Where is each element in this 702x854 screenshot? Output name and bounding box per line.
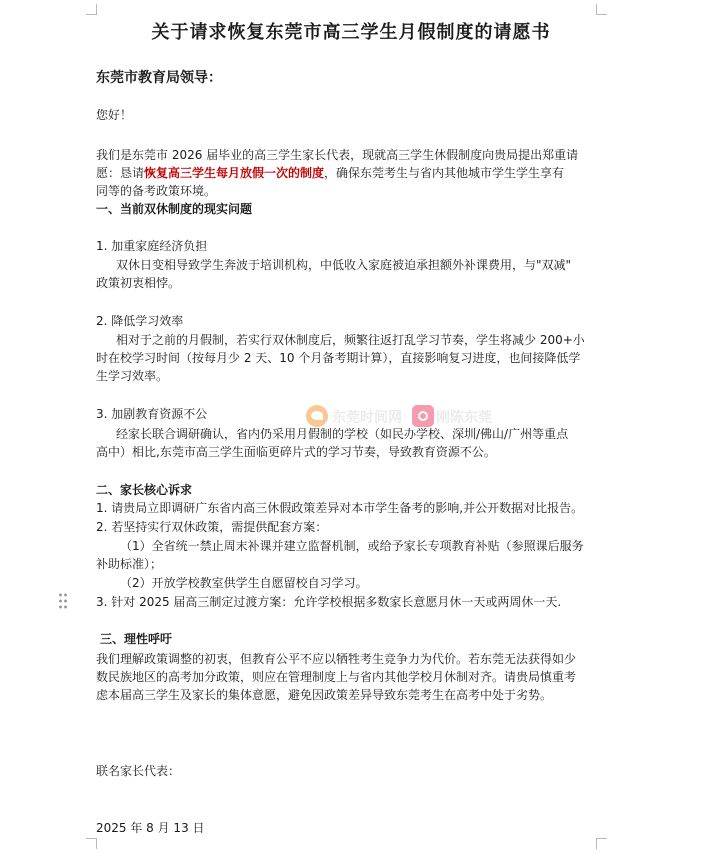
section-1-heading: 一、当前双休制度的现实问题 <box>96 202 253 216</box>
highlighted-request: 恢复高三学生每月放假一次的制度 <box>144 166 325 180</box>
crop-mark-top-right <box>596 4 607 15</box>
addressee: 东莞市教育局领导： <box>96 70 222 86</box>
item-1-line-1: 双休日变相导致学生奔波于培训机构，中低收入家庭被迫承担额外补课费用，与"双减" <box>116 258 572 272</box>
item-2-title: 2. 降低学习效率 <box>96 314 184 328</box>
document-date: 2025 年 8 月 13 日 <box>96 821 205 835</box>
item-2-line-3: 生学习效率。 <box>96 369 169 383</box>
section-3-heading: 三、理性呼吁 <box>100 632 173 646</box>
item-2-line-1: 相对于之前的月假制，若实行双休制度后，频繁往返打乱学习节奏，学生将减少 200+小 <box>116 333 585 347</box>
drag-handle-icon[interactable] <box>58 592 68 610</box>
intro-line-2-after: ，确保东莞考生与省内其他城市学生学生享有 <box>324 166 565 180</box>
watermark-camera-icon <box>412 405 434 427</box>
demand-line-5: （2）开放学校教室供学生自愿留校自习学习。 <box>120 576 368 590</box>
signature-label: 联名家长代表： <box>96 764 181 778</box>
item-3-line-2: 高中）相比,东莞市高三学生面临更碎片式的学习节奏，导致教育资源不公。 <box>96 445 496 459</box>
greeting: 您好！ <box>96 108 133 122</box>
appeal-line-1: 我们理解政策调整的初衷，但教育公平不应以牺牲考生竞争力为代价。若东莞无法获得如少 <box>96 652 577 666</box>
appeal-line-3: 虑本届高三学生及家长的集体意愿，避免因政策差异导致东莞考生在高考中处于劣势。 <box>96 688 553 702</box>
appeal-line-2: 数民族地区的高考加分政策，则应在管理制度上与省内其他学校月休制对齐。请贵局慎重考 <box>96 670 577 684</box>
item-3-title: 3. 加剧教育资源不公 <box>96 407 208 421</box>
demand-line-2: 2. 若坚持实行双休政策，需提供配套方案： <box>96 520 328 534</box>
intro-line-2 <box>96 164 564 182</box>
intro-line-2-before: 愿：恳请 <box>96 166 145 180</box>
watermark-logo-icon <box>306 405 328 427</box>
demand-line-4: 补助标准）； <box>96 557 163 571</box>
item-1-line-2: 政策初衷相悖。 <box>96 276 181 290</box>
item-2-line-2: 时在校学习时间（按每月少 2 天、10 个月备考期计算），直接影响复习进度，也间接降低学 <box>96 351 581 365</box>
section-2-heading: 二、家长核心诉求 <box>96 483 193 497</box>
document-title: 关于请求恢复东莞市高三学生月假制度的请愿书 <box>151 22 551 43</box>
crop-mark-bottom-right <box>596 838 607 849</box>
intro-line-3: 同等的备考政策环境。 <box>96 184 217 198</box>
watermark-text-2: 刚陈东莞 <box>436 410 492 426</box>
watermark-text-1: 东莞时间网 <box>332 410 402 426</box>
watermark <box>306 405 498 427</box>
intro-line-1: 我们是东莞市 2026 届毕业的高三学生家长代表，现就高三学生休假制度向贵局提出郑重请 <box>96 148 579 162</box>
item-3-line-1: 经家长联合调研确认，省内仍采用月假制的学校（如民办学校、深圳/佛山/广州等重点 <box>116 427 569 441</box>
crop-mark-top-left <box>86 4 97 15</box>
demand-line-1: 1. 请贵局立即调研广东省内高三休假政策差异对本市学生备考的影响,并公开数据对比报告。 <box>96 501 584 515</box>
crop-mark-bottom-left <box>86 838 97 849</box>
demand-line-6: 3. 针对 2025 届高三制定过渡方案：允许学校根据多数家长意愿月休一天或两周休一天. <box>96 595 562 609</box>
item-1-title: 1. 加重家庭经济负担 <box>96 239 208 253</box>
demand-line-3: （1）全省统一禁止周末补课并建立监督机制，或给予家长专项教育补贴（参照课后服务 <box>120 539 584 553</box>
